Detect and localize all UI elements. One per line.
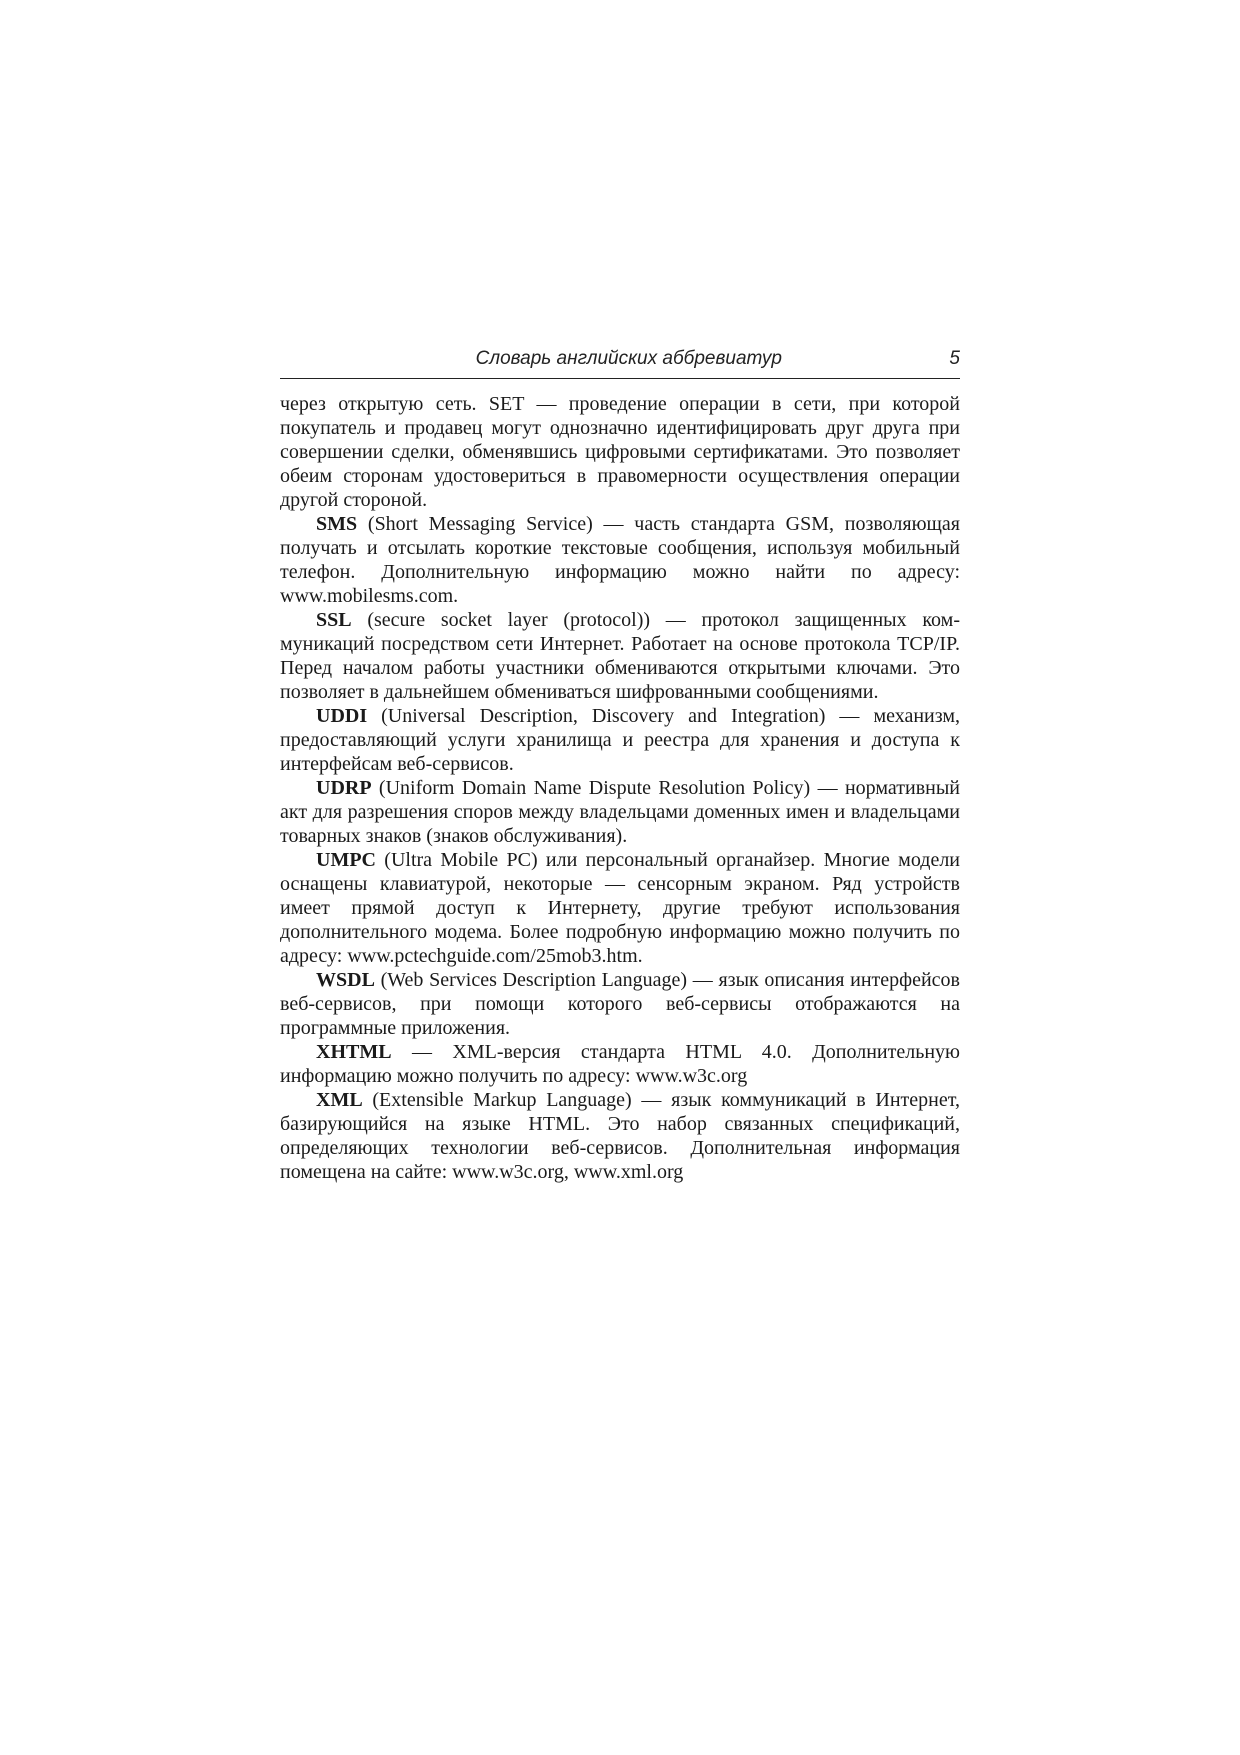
- term-umpc: UMPC: [316, 849, 376, 871]
- entry-ssl: [280, 608, 960, 704]
- term-udrp: UDRP: [316, 777, 372, 799]
- entry-umpc: [280, 848, 960, 968]
- entry-uddi: [280, 704, 960, 776]
- entry-udrp: [280, 776, 960, 848]
- running-title: Словарь английских аббревиатур: [475, 348, 782, 369]
- entry-sms: [280, 512, 960, 608]
- definition-wsdl: (Web Services Description Language) — язык описания интерфейсов веб-сервисов, при помощи которого веб-сервисы отображаются на программные приложения.: [280, 969, 960, 1039]
- term-ssl: SSL: [316, 609, 352, 631]
- page-header: [280, 346, 960, 379]
- definition-xhtml: — XML-версия стандарта HTML 4.0. Дополнительную информацию можно получить по адресу: www.w3c.org: [280, 1041, 960, 1087]
- definition-uddi: (Universal Description, Discovery and Integration) — механизм, предоставляющий услуги хранилища и реестра для хранения и доступа к интерфейсам веб-сервисов.: [280, 705, 960, 775]
- definition-umpc: (Ultra Mobile PC) или персональный органайзер. Многие модели оснащены клавиатурой, некоторые — сенсорным экраном. Ряд устройств имеет прямой доступ к Интернету, другие требуют использования дополнительного модема. Более подробную информацию можно получить по адресу: www.pctechguide.com/25mob3.htm.: [280, 849, 960, 967]
- term-sms: SMS: [316, 513, 358, 535]
- term-wsdl: WSDL: [316, 969, 375, 991]
- entry-xhtml: [280, 1040, 960, 1088]
- term-uddi: UDDI: [316, 705, 368, 727]
- entry-xml: [280, 1088, 960, 1184]
- definition-xml: (Extensible Markup Language) — язык коммуникаций в Интернет, базирующийся на языке HTML. Это набор связанных спецификаций, определяющих технологии веб-сервисов. Дополнительная информация помещена на сайте: www.w3c.org, www.xml.org: [280, 1089, 960, 1183]
- term-xml: XML: [316, 1089, 363, 1111]
- term-xhtml: XHTML: [316, 1041, 392, 1063]
- continuation-paragraph: через открытую сеть. SET — проведение операции в сети, при которой покупатель и продавец могут однозначно идентифицировать друг друга при совершении сделки, обменявшись цифровыми сертификатами. Это позволяет обеим сторонам удостовериться в правомерности осуществления операции другой стороной.: [280, 393, 960, 511]
- definition-udrp: (Uniform Domain Name Dispute Resolution Policy) — нормативный акт для разрешения споров между владельцами доменных имен и владельцами товарных знаков (знаков обслуживания).: [280, 777, 960, 847]
- definition-sms: (Short Messaging Service) — часть стандарта GSM, позволяющая получать и отсылать короткие текстовые сообщения, используя мобильный телефон. Дополнительную информацию можно найти по адресу: www.mobilesms.com.: [280, 513, 960, 607]
- definition-ssl: (secure socket layer (protocol)) — протокол защищенных коммуникаций посредством сети Интернет. Работает на основе протокола TCP/IP. Перед началом работы участники обмениваются открытыми ключами. Это позволяет в дальнейшем обмениваться шифрованными сообщениями.: [280, 609, 960, 703]
- glossary-body: [280, 392, 960, 1184]
- page-number: 5: [949, 348, 960, 369]
- entry-wsdl: [280, 968, 960, 1040]
